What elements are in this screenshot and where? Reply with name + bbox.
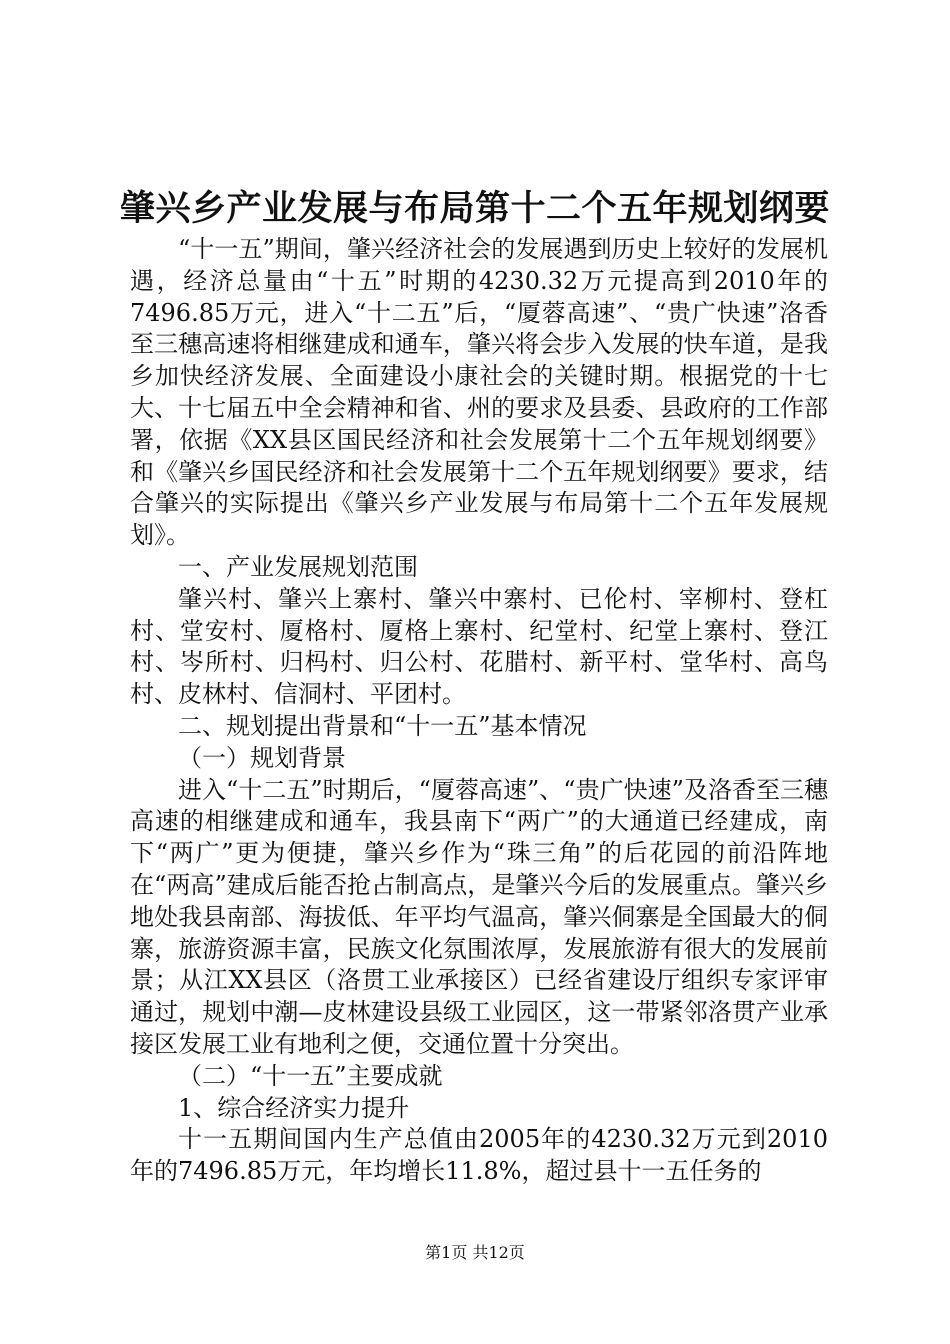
- page-number-footer: 第1页 共12页: [425, 1243, 525, 1262]
- document-body: [130, 234, 828, 1188]
- paragraph-intro: “十一五”期间，肇兴经济社会的发展遇到历史上较好的发展机遇，经济总量由“十五”时期的4230.32万元提高到2010年的7496.85万元，进入“十二五”后，“厦蓉高速”、“贵广快速”洛香至三穗高速将相继建成和通车，肇兴将会步入发展的快车道，是我乡加快经济发展、全面建设小康社会的关键时期。根据党的十七大、十七届五中全会精神和省、州的要求及县委、县政府的工作部署，依据《XX县区国民经济和社会发展第十二个五年规划纲要》和《肇兴乡国民经济和社会发展第十二个五年规划纲要》要求，结合肇兴的实际提出《肇兴乡产业发展与布局第十二个五年发展规划》。: [130, 235, 828, 550]
- heading-subsection-background: （一）规划背景: [178, 743, 346, 772]
- paragraph-economy: 十一五期间国内生产总值由2005年的4230.32万元到2010年的7496.85万元，年均增长11.8%，超过县十一五任务的: [130, 1125, 828, 1186]
- paragraph-background: 进入“十二五”时期后，“厦蓉高速”、“贵广快速”及洛香至三穗高速的相继建成和通车，我县南下“两广”的大通道已经建成，南下“两广”更为便捷，肇兴乡作为“珠三角”的后花园的前沿阵地在“两高”建成后能否抢占制高点，是肇兴今后的发展重点。肇兴乡地处我县南部、海拔低、年平均气温高，肇兴侗寨是全国最大的侗寨，旅游资源丰富，民族文化氛围浓厚，发展旅游有很大的发展前景；从江XX县区（洛贯工业承接区）已经省建设厅组织专家评审通过，规划中潮—皮林建设县级工业园区，这一带紧邻洛贯产业承接区发展工业有地利之便，交通位置十分突出。: [130, 775, 828, 1058]
- heading-section-2: 二、规划提出背景和“十一五”基本情况: [178, 711, 587, 740]
- heading-section-1: 一、产业发展规划范围: [178, 552, 418, 581]
- paragraph-village-list: 肇兴村、肇兴上寨村、肇兴中寨村、已伦村、宰柳村、登杠村、堂安村、厦格村、厦格上寨村、纪堂村、纪堂上寨村、登江村、岑所村、归杩村、归公村、花腊村、新平村、堂华村、高鸟村、皮林村、信洞村、平团村。: [130, 584, 828, 709]
- page-title: 肇兴乡产业发展与布局第十二个五年规划纲要: [119, 189, 830, 229]
- heading-item-economy: 1、综合经济实力提升: [178, 1093, 410, 1122]
- heading-subsection-achievements: （二）“十一五”主要成就: [178, 1061, 443, 1090]
